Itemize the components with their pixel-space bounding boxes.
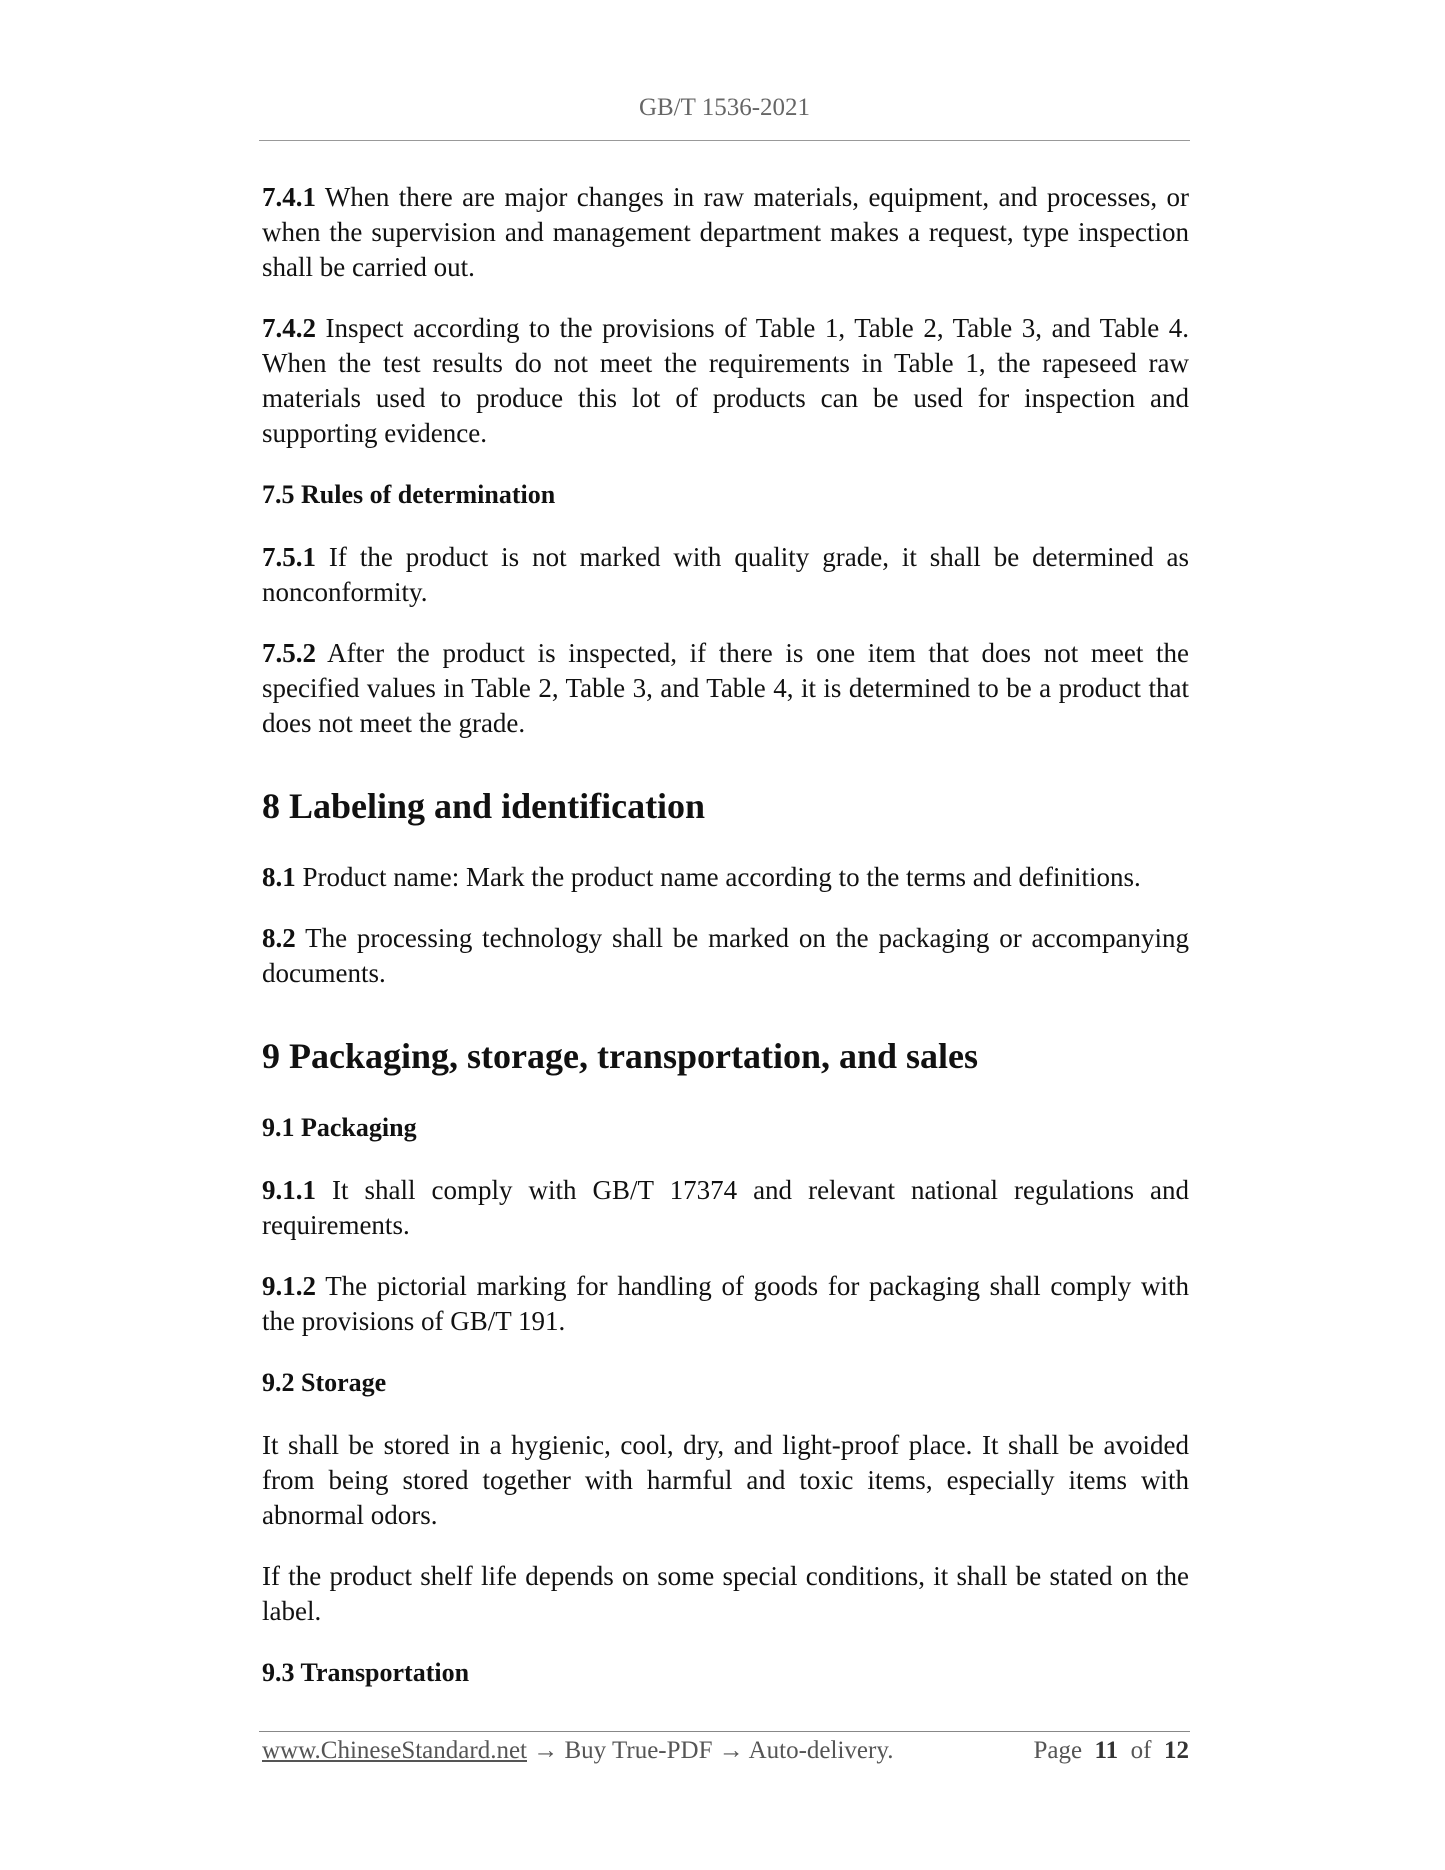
heading-7-5: 7.5 Rules of determination	[262, 480, 556, 509]
header-divider	[259, 140, 1190, 141]
clause-7-4-2	[262, 311, 1189, 451]
clause-text: Product name: Mark the product name according to the terms and definitions.	[295, 862, 1141, 892]
heading-9-2: 9.2 Storage	[262, 1368, 387, 1397]
delivery-text: Auto-delivery.	[748, 1737, 894, 1764]
page-label: Page	[1033, 1737, 1083, 1764]
page-number: 11	[1094, 1737, 1119, 1764]
clause-text: It shall comply with GB/T 17374 and relevant national regulations and requirements.	[262, 1175, 1189, 1240]
document-code-header: GB/T 1536-2021	[638, 94, 811, 121]
page-footer	[262, 1734, 1189, 1768]
heading-9-3: 9.3 Transportation	[262, 1658, 470, 1687]
clause-number: 9.1.1	[262, 1175, 316, 1205]
clause-7-5-1	[262, 540, 1189, 610]
storage-paragraph-1: It shall be stored in a hygienic, cool, dry, and light-proof place. It shall be avoided from being stored together with harmful and toxic items, especially items with abnormal odors.	[262, 1430, 1189, 1530]
clause-text: When there are major changes in raw materials, equipment, and processes, or when the supervision and management department makes a request, type inspection shall be carried out.	[262, 182, 1189, 282]
document-body	[262, 180, 1189, 1718]
page-total: 12	[1164, 1737, 1189, 1764]
clause-9-1-2	[262, 1269, 1189, 1339]
clause-number: 7.5.2	[262, 638, 316, 668]
arrow-icon: →	[712, 1737, 749, 1764]
clause-number: 7.4.2	[262, 313, 316, 343]
clause-7-5-2	[262, 636, 1189, 741]
clause-text: If the product is not marked with quality grade, it shall be determined as nonconformity.	[262, 542, 1189, 607]
site-link[interactable]: www.ChineseStandard.net	[262, 1737, 527, 1764]
clause-7-4-1	[262, 180, 1189, 285]
heading-9: 9 Packaging, storage, transportation, and sales	[262, 1036, 979, 1076]
clause-text: The pictorial marking for handling of goods for packaging shall comply with the provisions of GB/T 191.	[262, 1271, 1189, 1336]
clause-number: 7.5.1	[262, 542, 316, 572]
footer-divider	[259, 1731, 1190, 1732]
clause-text: Inspect according to the provisions of Table 1, Table 2, Table 3, and Table 4. When the test results do not meet the requirements in Table 1, the rapeseed raw materials used to produce this lot of products can be used for inspection and supporting evidence.	[262, 313, 1189, 448]
arrow-icon: →	[527, 1737, 565, 1764]
footer-links	[262, 1734, 893, 1768]
storage-paragraph-2: If the product shelf life depends on some special conditions, it shall be stated on the label.	[262, 1561, 1189, 1626]
clause-number: 8.1	[262, 862, 296, 892]
clause-9-1-1	[262, 1173, 1189, 1243]
page-indicator	[1033, 1734, 1189, 1768]
buy-pdf-text: Buy True-PDF	[564, 1737, 713, 1764]
clause-text: The processing technology shall be marked on the packaging or accompanying documents.	[262, 923, 1189, 988]
clause-number: 8.2	[262, 923, 296, 953]
clause-8-1	[262, 860, 1189, 895]
heading-9-1: 9.1 Packaging	[262, 1113, 417, 1142]
of-label: of	[1130, 1737, 1152, 1764]
clause-number: 7.4.1	[262, 182, 316, 212]
clause-text: After the product is inspected, if there is one item that does not meet the specified values in Table 2, Table 3, and Table 4, it is determined to be a product that does not meet the grade.	[262, 638, 1189, 738]
heading-8: 8 Labeling and identification	[262, 786, 706, 826]
clause-8-2	[262, 921, 1189, 991]
clause-number: 9.1.2	[262, 1271, 316, 1301]
